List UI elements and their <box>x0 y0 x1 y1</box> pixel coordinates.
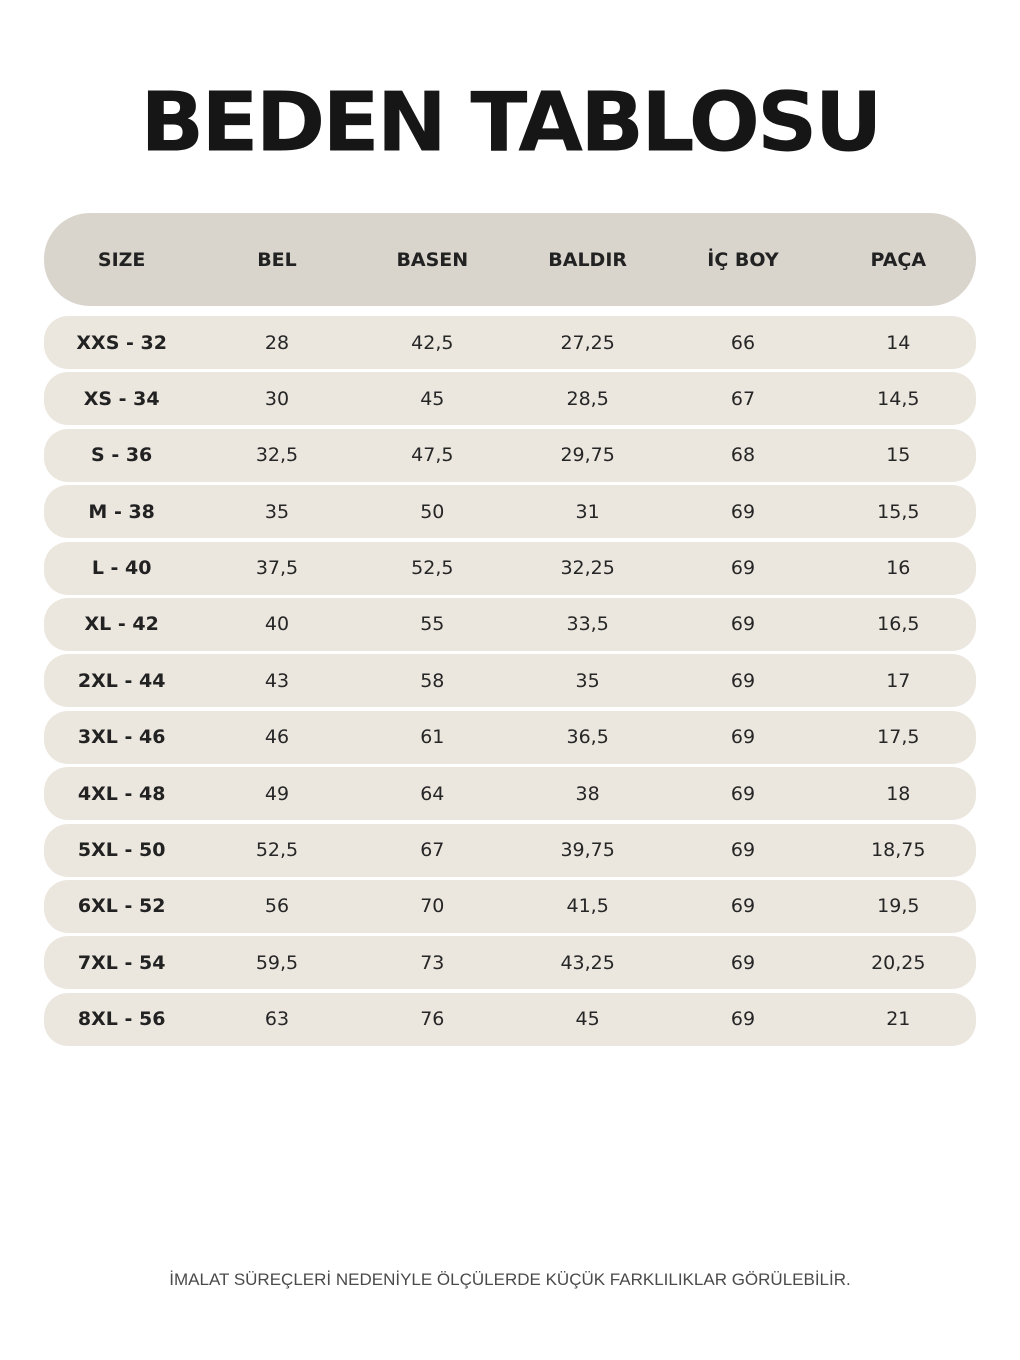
cell-basen: 52,5 <box>411 557 454 580</box>
cell-paca: 17 <box>886 669 911 692</box>
table-row <box>44 316 976 369</box>
cell-bel: 43 <box>264 669 290 692</box>
cell-size: XS - 34 <box>83 387 160 410</box>
table-row <box>44 936 976 989</box>
table-header-row <box>44 213 976 306</box>
table-row <box>44 429 976 482</box>
cell-ic-boy: 69 <box>730 839 756 862</box>
cell-bel: 59,5 <box>255 951 299 974</box>
cell-baldir: 43,25 <box>560 951 615 974</box>
cell-baldir: 38 <box>575 782 600 805</box>
cell-paca: 21 <box>886 1008 911 1031</box>
cell-size: 7XL - 54 <box>77 951 166 974</box>
cell-ic-boy: 69 <box>730 726 756 749</box>
cell-size: 4XL - 48 <box>77 782 166 805</box>
header-basen: BASEN <box>396 248 469 271</box>
cell-size: XXS - 32 <box>76 331 167 354</box>
cell-size: 8XL - 56 <box>77 1008 166 1031</box>
cell-baldir: 29,75 <box>560 444 615 467</box>
cell-bel: 35 <box>264 500 290 523</box>
cell-baldir: 31 <box>575 500 600 523</box>
cell-baldir: 28,5 <box>566 387 609 410</box>
cell-baldir: 35 <box>575 669 600 692</box>
cell-paca: 17,5 <box>877 726 920 749</box>
cell-bel: 37,5 <box>255 557 299 580</box>
table-row <box>44 598 976 651</box>
table-body <box>44 316 976 1046</box>
cell-ic-boy: 69 <box>730 557 756 580</box>
cell-bel: 46 <box>264 726 290 749</box>
cell-ic-boy: 69 <box>730 500 756 523</box>
cell-size: S - 36 <box>91 444 153 467</box>
cell-baldir: 27,25 <box>560 331 615 354</box>
cell-paca: 20,25 <box>871 951 926 974</box>
cell-bel: 63 <box>264 1008 290 1031</box>
cell-ic-boy: 69 <box>730 782 756 805</box>
footnote: İMALAT SÜREÇLERİ NEDENİYLE ÖLÇÜLERDE KÜÇÜK FARKLILIKLAR GÖRÜLEBİLİR. <box>169 1270 851 1289</box>
cell-basen: 58 <box>420 669 445 692</box>
cell-paca: 14 <box>886 331 911 354</box>
cell-basen: 64 <box>420 782 445 805</box>
cell-bel: 30 <box>264 387 290 410</box>
cell-ic-boy: 69 <box>730 951 756 974</box>
page-title: BEDEN TABLOSU <box>140 73 880 171</box>
cell-bel: 52,5 <box>255 839 299 862</box>
cell-size: 6XL - 52 <box>77 895 166 918</box>
cell-size: 2XL - 44 <box>77 669 166 692</box>
header-baldir: BALDIR <box>548 248 628 271</box>
cell-paca: 14,5 <box>877 387 920 410</box>
cell-paca: 16,5 <box>877 613 920 636</box>
cell-basen: 61 <box>420 726 445 749</box>
table-row <box>44 880 976 933</box>
cell-paca: 19,5 <box>877 895 920 918</box>
table-row <box>44 824 976 877</box>
cell-baldir: 33,5 <box>566 613 609 636</box>
table-row <box>44 993 976 1046</box>
cell-paca: 18,75 <box>871 839 926 862</box>
cell-baldir: 32,25 <box>560 557 615 580</box>
cell-basen: 55 <box>420 613 445 636</box>
cell-paca: 15 <box>886 444 911 467</box>
cell-size: L - 40 <box>91 557 152 580</box>
cell-bel: 49 <box>264 782 290 805</box>
cell-paca: 15,5 <box>877 500 920 523</box>
cell-ic-boy: 69 <box>730 1008 756 1031</box>
table-row <box>44 711 976 764</box>
cell-ic-boy: 66 <box>730 331 756 354</box>
cell-baldir: 45 <box>575 1008 600 1031</box>
cell-bel: 56 <box>264 895 290 918</box>
cell-basen: 42,5 <box>411 331 454 354</box>
cell-size: XL - 42 <box>84 613 159 636</box>
cell-bel: 28 <box>264 331 290 354</box>
cell-ic-boy: 68 <box>730 444 756 467</box>
table-row <box>44 485 976 538</box>
header-ic-boy: İÇ BOY <box>707 248 779 271</box>
cell-ic-boy: 69 <box>730 895 756 918</box>
table-row <box>44 654 976 707</box>
header-paca: PAÇA <box>870 248 927 271</box>
table-row <box>44 542 976 595</box>
cell-basen: 76 <box>420 1008 445 1031</box>
cell-paca: 18 <box>886 782 911 805</box>
cell-baldir: 36,5 <box>566 726 609 749</box>
cell-size: M - 38 <box>88 500 155 523</box>
cell-basen: 47,5 <box>411 444 454 467</box>
table-row <box>44 372 976 425</box>
table-row <box>44 767 976 820</box>
cell-basen: 45 <box>420 387 445 410</box>
cell-basen: 50 <box>420 500 445 523</box>
cell-basen: 73 <box>420 951 445 974</box>
cell-basen: 67 <box>420 839 445 862</box>
cell-bel: 32,5 <box>255 444 299 467</box>
cell-paca: 16 <box>886 557 911 580</box>
size-table <box>44 213 976 1049</box>
cell-bel: 40 <box>264 613 290 636</box>
header-size: SIZE <box>97 248 146 271</box>
cell-ic-boy: 67 <box>730 387 756 410</box>
header-bel: BEL <box>257 248 297 271</box>
cell-size: 3XL - 46 <box>77 726 166 749</box>
cell-baldir: 41,5 <box>566 895 609 918</box>
cell-basen: 70 <box>420 895 445 918</box>
cell-ic-boy: 69 <box>730 613 756 636</box>
cell-baldir: 39,75 <box>560 839 615 862</box>
cell-ic-boy: 69 <box>730 669 756 692</box>
cell-size: 5XL - 50 <box>77 839 166 862</box>
